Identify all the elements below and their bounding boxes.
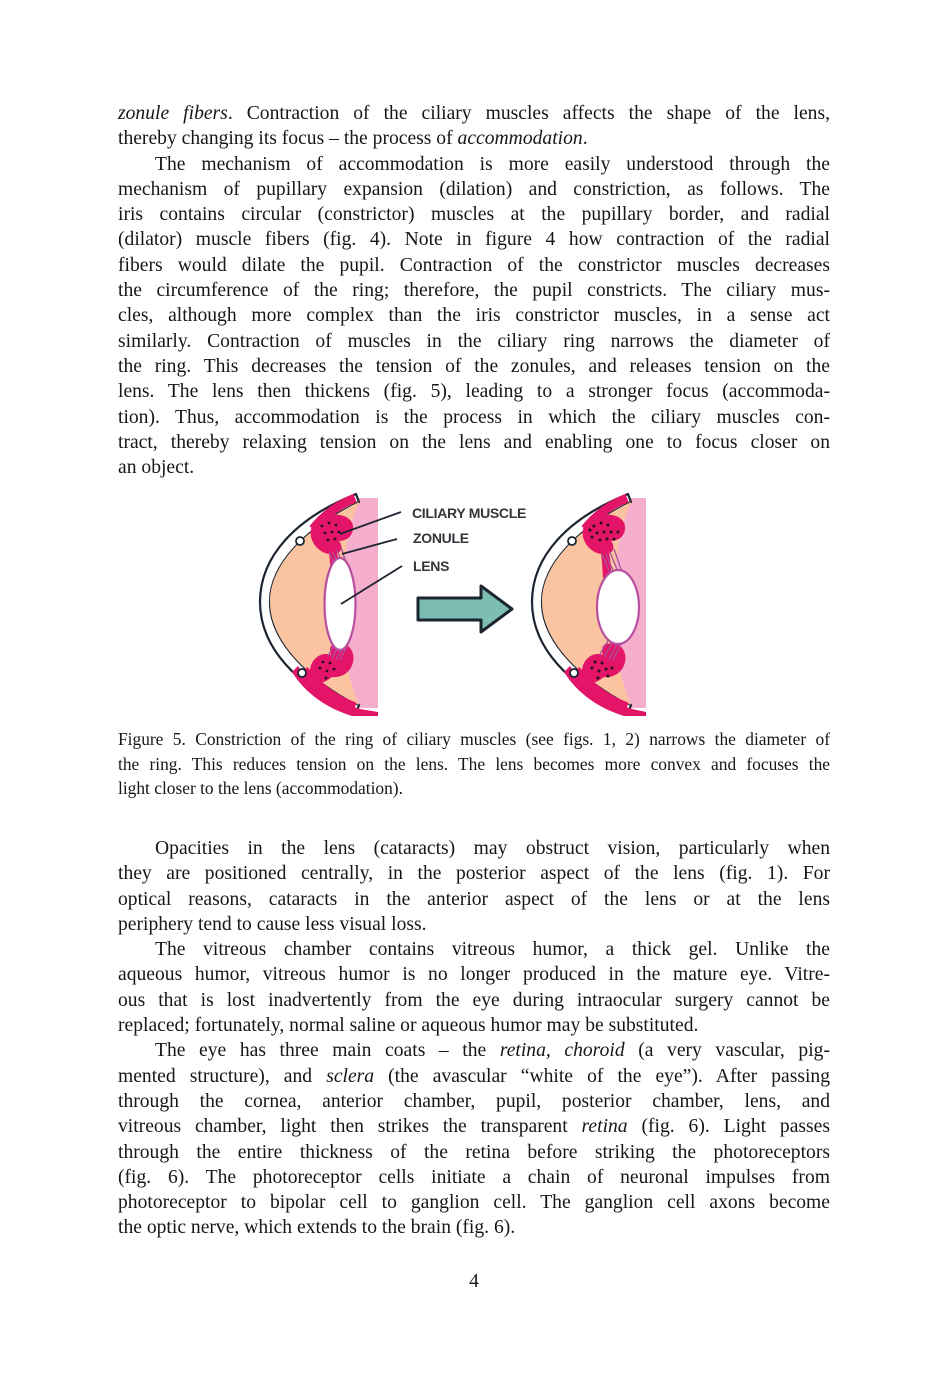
text-segment: thereby changing its focus – the process of: [118, 128, 458, 150]
text-line: [118, 1140, 830, 1165]
text-line: [118, 278, 830, 303]
text-line: [118, 227, 830, 252]
text-segment: tion). Thus, accommodation is the process in which the ciliary muscles con-: [118, 406, 830, 428]
text-segment: The eye has three main coats – the: [155, 1040, 500, 1062]
italic-text: sclera: [326, 1065, 375, 1087]
text-segment: through the cornea, anterior chamber, pupil, posterior chamber, lens, and: [118, 1090, 830, 1112]
text-line: [118, 152, 830, 177]
text-line: [118, 836, 830, 861]
text-segment: mechanism of pupillary expansion (dilation) and constriction, as follows. The: [118, 178, 830, 200]
text-segment: aqueous humor, vitreous humor is no longer produced in the mature eye. Vitre-: [118, 964, 830, 986]
text-segment: the circumference of the ring; therefore, the pupil constricts. The ciliary mus-: [118, 280, 830, 302]
text-line: [118, 962, 830, 987]
figure-5-eye-diagram: [256, 492, 690, 716]
text-line: [118, 1089, 830, 1114]
italic-text: accommodation: [457, 128, 583, 150]
eye-accommodation-illustration: [256, 492, 690, 716]
lens-thick: [597, 570, 639, 644]
text-segment: the ring. This reduces tension on the lens. The lens becomes more convex and focuses the: [118, 753, 830, 774]
text-segment: Opacities in the lens (cataracts) may obstruct vision, particularly when: [155, 838, 830, 859]
text-line: [118, 1190, 830, 1215]
text-segment: optical reasons, cataracts in the anterior aspect of the lens or at the lens: [118, 888, 830, 910]
text-line: [118, 101, 830, 126]
text-segment: periphery tend to cause less visual loss.: [118, 913, 427, 935]
text-segment: light closer to the lens (accommodation).: [118, 778, 403, 798]
label-zonule: ZONULE: [413, 530, 469, 546]
text-segment: (a very vascular, pig-: [624, 1040, 830, 1062]
figure-caption: [118, 727, 830, 801]
text-line: [118, 752, 830, 777]
right-arrow-icon: [418, 586, 512, 632]
vessel-dot: [570, 669, 578, 677]
text-segment: (fig. 6). The photoreceptor cells initiate a chain of neuronal impulses from: [118, 1166, 830, 1188]
text-line: [118, 202, 830, 227]
text-line: [118, 430, 830, 455]
text-segment: the optic nerve, which extends to the brain (fig. 6).: [118, 1217, 516, 1239]
text-line: [118, 988, 830, 1013]
text-segment: tract, thereby relaxing tension on the lens and enabling one to focus closer on: [118, 431, 830, 453]
text-segment: . Contraction of the ciliary muscles affects the shape of the lens,: [227, 103, 830, 124]
text-segment: the ring. This decreases the tension of the zonules, and releases tension on the: [118, 355, 830, 377]
text-line: [118, 937, 830, 962]
text-segment: (dilator) muscle fibers (fig. 4). Note in figure 4 how contraction of the radial: [118, 229, 830, 251]
text-segment: iris contains circular (constrictor) muscles at the pupillary border, and radial: [118, 204, 830, 226]
label-ciliary-muscle: CILIARY MUSCLE: [412, 505, 527, 521]
text-segment: cles, although more complex than the iris constrictor muscles, in a sense act: [118, 305, 830, 327]
text-line: [118, 455, 830, 480]
text-line: [118, 126, 830, 151]
text-line: [118, 1038, 830, 1063]
text-segment: similarly. Contraction of muscles in the ciliary ring narrows the diameter of: [118, 330, 830, 352]
text-segment: mented structure), and: [118, 1065, 327, 1087]
text-line: [118, 727, 830, 752]
italic-text: zonule fibers: [118, 103, 228, 124]
paragraph: [118, 1038, 830, 1240]
italic-text: retina: [581, 1116, 628, 1138]
body-text-lower: [118, 836, 830, 1241]
vessel-dot: [296, 537, 304, 545]
text-segment: replaced; fortunately, normal saline or aqueous humor may be substituted.: [118, 1015, 699, 1037]
text-line: [118, 1215, 830, 1240]
text-line: [118, 405, 830, 430]
text-line: [118, 253, 830, 278]
text-line: [118, 912, 830, 937]
text-line: [118, 329, 830, 354]
text-segment: .: [582, 128, 588, 150]
paragraph: [118, 937, 830, 1038]
paragraph: [118, 152, 830, 481]
vessel-dot: [568, 537, 576, 545]
page-number: 4: [469, 1271, 479, 1292]
text-segment: Figure 5. Constriction of the ring of ciliary muscles (see figs. 1, 2) narrows the diameter of: [118, 729, 830, 749]
text-line: [118, 379, 830, 404]
text-segment: (fig. 6). Light passes: [627, 1116, 830, 1138]
text-line: [118, 1114, 830, 1139]
italic-text: retina, choroid: [499, 1040, 625, 1062]
body-text-upper: [118, 101, 830, 480]
text-line: [118, 776, 830, 801]
text-segment: vitreous chamber, light then strikes the transparent: [118, 1116, 582, 1138]
text-line: [118, 1064, 830, 1089]
text-line: [118, 861, 830, 886]
eye-diagram-accommodated: [532, 494, 646, 716]
paragraph: [118, 101, 830, 152]
lens-thin: [325, 558, 356, 650]
text-line: [118, 303, 830, 328]
text-segment: (the avascular “white of the eye”). After passing: [374, 1065, 830, 1087]
text-segment: The vitreous chamber contains vitreous humor, a thick gel. Unlike the: [155, 939, 830, 961]
text-line: [118, 1165, 830, 1190]
paragraph: [118, 727, 830, 801]
label-lens: LENS: [413, 558, 450, 574]
text-line: [118, 177, 830, 202]
text-segment: they are positioned centrally, in the posterior aspect of the lens (fig. 1). For: [118, 863, 830, 885]
text-line: [118, 887, 830, 912]
text-segment: an object.: [118, 457, 195, 479]
text-segment: The mechanism of accommodation is more easily understood through the: [155, 153, 830, 175]
text-segment: through the entire thickness of the retina before striking the photoreceptors: [118, 1141, 830, 1163]
text-line: [118, 354, 830, 379]
vessel-dot: [298, 669, 306, 677]
paragraph: [118, 836, 830, 937]
text-segment: ous that is lost inadvertently from the eye during intraocular surgery cannot be: [118, 989, 830, 1011]
text-line: [118, 1013, 830, 1038]
text-segment: lens. The lens then thickens (fig. 5), leading to a stronger focus (accommoda-: [118, 381, 830, 403]
text-segment: fibers would dilate the pupil. Contraction of the constrictor muscles decreases: [118, 254, 830, 276]
text-segment: photoreceptor to bipolar cell to ganglion cell. The ganglion cell axons become: [118, 1192, 830, 1214]
